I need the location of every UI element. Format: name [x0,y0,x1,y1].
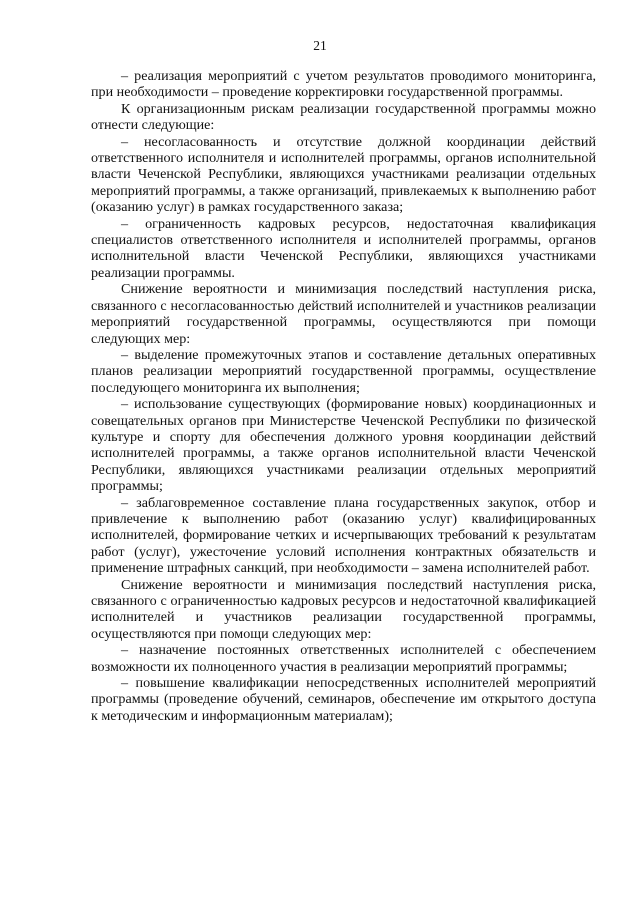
page-number: 21 [313,38,327,53]
paragraph-organizational-risks-intro: К организационным рискам реализации государственной программы можно отнести следующие: [91,100,596,134]
paragraph-coordination-measures-intro: Снижение вероятности и минимизация последствий наступления риска, связанного с несогласованностью действий исполнителей и участников реализации мероприятий государственной программы, осуществляются при помощи следующих мер: [91,281,596,347]
paragraph-measure-procurement-plan: – заблаговременное составление плана государственных закупок, отбор и привлечение к выполнению работ (оказанию услуг) квалифицированных исполнителей, формирование четких и исчерпывающих требований к результатам работ (услуг), ужесточение условий исполнения контрактных обязательств и применение штрафных санкций, при необходимости – замена исполнителей работ. [91,494,596,577]
document-body [91,68,596,724]
paragraph-risk-limited-staff: – ограниченность кадровых ресурсов, недостаточная квалификация специалистов ответственного исполнителя и исполнителей программы, органов исполнительной власти Чеченской Республики, являющихся участниками реализации программы. [91,215,596,281]
paragraph-measure-permanent-executors: – назначение постоянных ответственных исполнителей с обеспечением возможности их полноценного участия в реализации мероприятий программы; [91,642,596,675]
paragraph-monitoring-adjustment: – реализация мероприятий с учетом результатов проводимого мониторинга, при необходимости – проведение корректировки государственной программы. [91,68,596,101]
paragraph-staff-measures-intro: Снижение вероятности и минимизация последствий наступления риска, связанного с ограниченностью кадровых ресурсов и недостаточной квалификацией исполнителей и участников реализации государственной программы, осуществляются при помощи следующих мер: [91,576,596,642]
paragraph-measure-qualification: – повышение квалификации непосредственных исполнителей мероприятий программы (проведение обучений, семинаров, обеспечение им открытого доступа к методическим и информационным материалам); [91,675,596,724]
paragraph-risk-lack-of-coordination: – несогласованность и отсутствие должной координации действий ответственного исполнителя и исполнителей программы, органов исполнительной власти Чеченской Республики, являющихся участниками реализации отдельных мероприятий программы, а также организаций, привлекаемых к выполнению работ (оказанию услуг) в рамках государственного заказа; [91,133,596,216]
paragraph-measure-intermediate-stages: – выделение промежуточных этапов и составление детальных оперативных планов реализации мероприятий государственной программы, осуществление последующего мониторинга их выполнения; [91,346,596,396]
paragraph-measure-coordination-bodies: – использование существующих (формирование новых) координационных и совещательных органов при Министерстве Чеченской Республики по физической культуре и спорту для обеспечения должного уровня координации действий исполнителей программы, а также органов исполнительной власти Чеченской Республики, являющихся участниками реализации отдельных мероприятий программы; [91,396,596,495]
